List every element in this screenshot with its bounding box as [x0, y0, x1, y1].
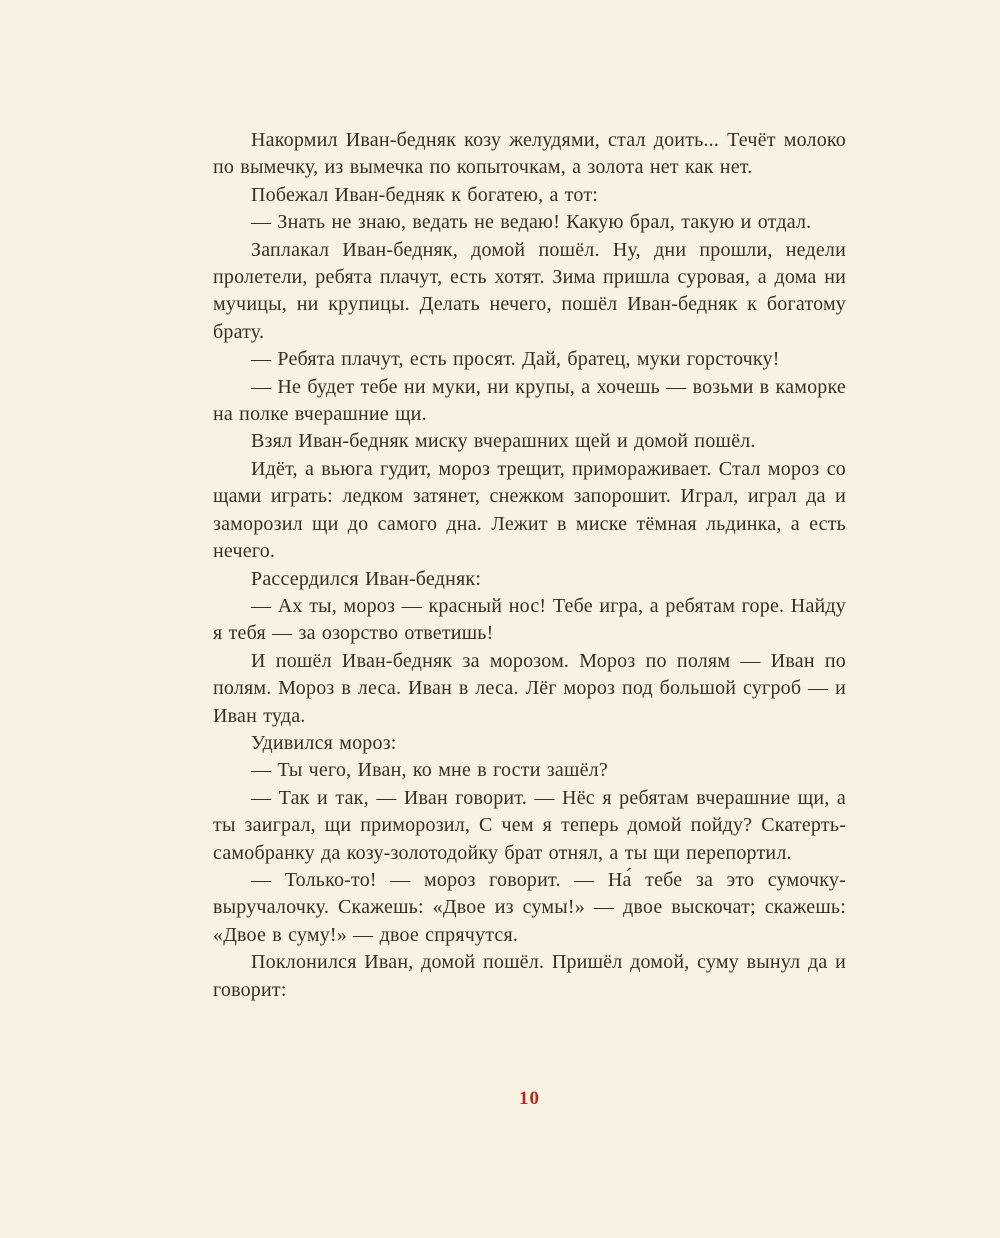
paragraph: — Не будет тебе ни муки, ни крупы, а хочешь — возьми в каморке на полке вчерашние щи. [213, 375, 846, 426]
paragraph: — Ребята плачут, есть просят. Дай, братец, муки горсточку! [251, 348, 780, 371]
paragraph: Накормил Иван-бедняк козу желудями, стал доить... Течёт молоко по вымечку, из вымечка по копыточкам, а золота нет как нет. [213, 129, 846, 179]
paragraph: Рассердился Иван-бедняк: [251, 567, 482, 590]
paragraph: Побежал Иван-бедняк к богатею, а тот: [251, 183, 599, 206]
page-number: 10 [519, 1088, 540, 1109]
paragraph: Взял Иван-бедняк миску вчерашних щей и домой пошёл. [251, 430, 756, 453]
paragraph: Заплакал Иван-бедняк, домой пошёл. Ну, дни прошли, недели пролетели, ребята плачут, есть хотят. Зима пришла суровая, а дома ни мучицы, ни крупицы. Делать нечего, пошёл Иван-бедняк к богатому брату. [213, 238, 846, 343]
paragraph: Идёт, а вьюга гудит, мороз трещит, примораживает. Стал мороз со щами играть: ледком затянет, снежком запорошит. Играл, играл да и заморозил щи до самого дна. Лежит в миске тёмная льдинка, а есть нечего. [213, 457, 846, 563]
paragraph: — Знать не знаю, ведать не ведаю! Какую брал, такую и отдал. [251, 211, 812, 234]
paragraph: — Ах ты, мороз — красный нос! Тебе игра, а ребятам горе. Найду я тебя — за озорство ответишь! [213, 594, 846, 645]
paragraph: — Ты чего, Иван, ко мне в гости зашёл? [251, 759, 608, 782]
paragraph: — Так и так, — Иван говорит. — Нёс я ребятам вчерашние щи, а ты заиграл, щи приморозил, С чем я теперь домой пойду? Скатерть-самобранку да козу-золотодойку брат отнял, а ты щи перепортил. [213, 786, 846, 864]
paragraph: Поклонился Иван, домой пошёл. Пришёл домой, суму вынул да и говорит: [213, 951, 846, 1001]
text-block [213, 127, 846, 1004]
paragraph: — Только-то! — мороз говорит. — На́ тебе за это сумочку-выручалочку. Скажешь: «Двое из сумы!» — двое выскочат; скажешь: «Двое в суму!» — двое спрячутся. [213, 868, 846, 946]
paragraph: И пошёл Иван-бедняк за морозом. Мороз по полям — Иван по полям. Мороз в леса. Иван в леса. Лёг мороз под большой сугроб — и Иван туда. [213, 649, 846, 727]
paragraph: Удивился мороз: [251, 731, 397, 754]
